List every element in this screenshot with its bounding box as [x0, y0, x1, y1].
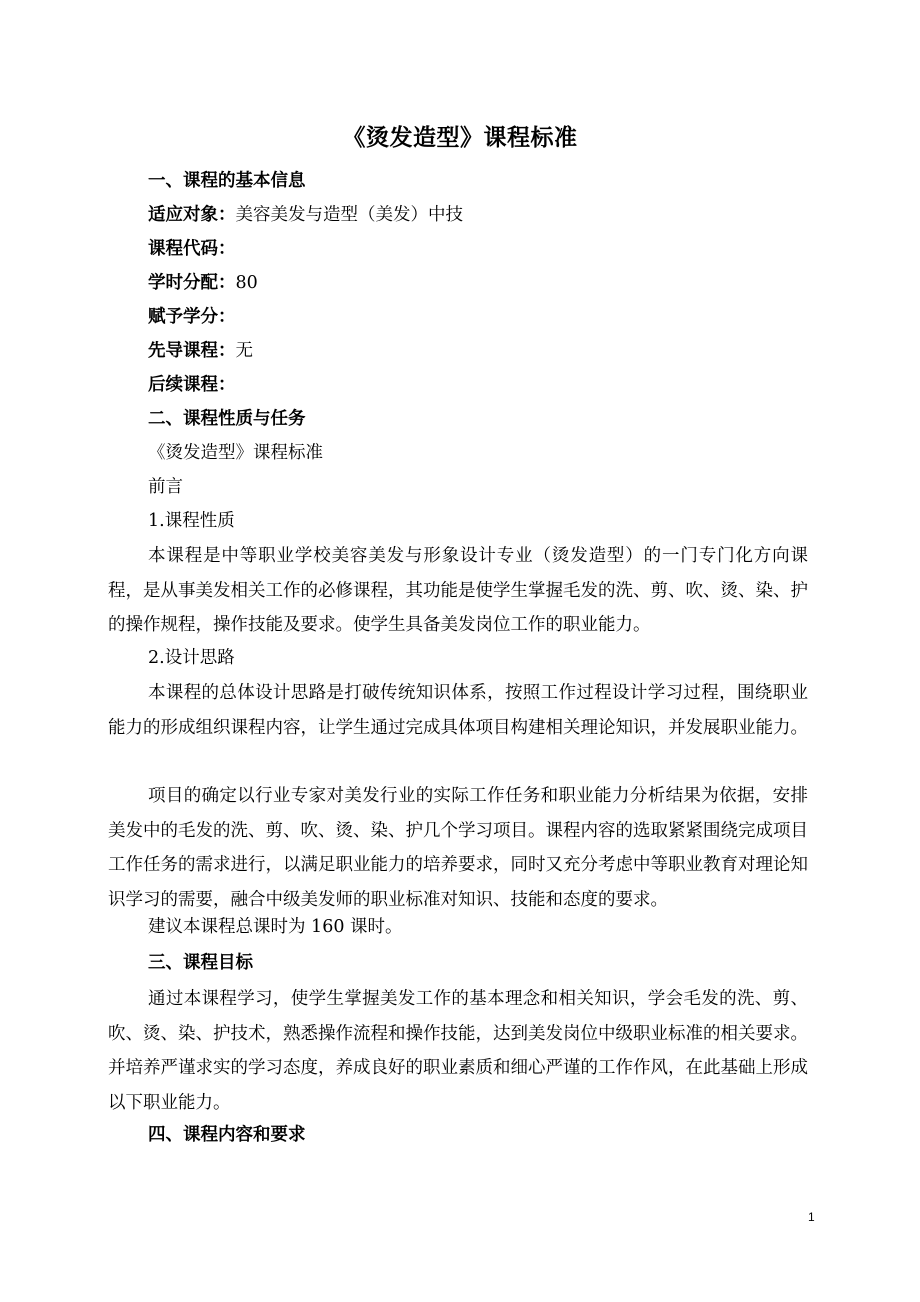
field-prerequisite: [148, 338, 253, 364]
field-label: 学时分配：: [148, 273, 236, 293]
objective-paragraph: 通过本课程学习，使学生掌握美发工作的基本理念和相关知识，学会毛发的洗、剪、吹、烫、染、护技术，熟悉操作流程和操作技能，达到美发岗位中级职业标准的相关要求。并培养严谨求实的学习态度，养成良好的职业素质和细心严谨的工作作风，在此基础上形成以下职业能力。: [108, 989, 808, 1113]
page-number: 1: [808, 1210, 815, 1224]
field-label: 先导课程：: [148, 341, 236, 361]
field-value: 80: [235, 273, 258, 293]
design-paragraph-1: 本课程的总体设计思路是打破传统知识体系，按照工作过程设计学习过程，围绕职业能力的形成组织课程内容，让学生通过完成具体项目构建相关理论知识，并发展职业能力。: [108, 683, 808, 738]
preface-label: 前言: [148, 477, 183, 497]
design-paragraph-2: 项目的确定以行业专家对美发行业的实际工作任务和职业能力分析结果为依据，安排美发中的毛发的洗、剪、吹、烫、染、护几个学习项目。课程内容的选取紧紧围绕完成项目工作任务的需求进行，以满足职业能力的培养要求，同时又充分考虑中等职业教育对理论知识学习的需要，融合中级美发师的职业标准对知识、技能和态度的要求。: [108, 786, 808, 910]
field-hours: [148, 270, 258, 296]
nature-heading: 1.课程性质: [148, 511, 235, 531]
section2-heading: 二、课程性质与任务: [148, 409, 306, 429]
field-label: 课程代码：: [148, 239, 236, 259]
field-value: 无: [235, 341, 253, 361]
field-value: 美容美发与造型（美发）中技: [235, 205, 463, 225]
section2-subtitle: 《烫发造型》课程标准: [148, 443, 323, 463]
hours-paragraph: 建议本课程总课时为 160 课时。: [148, 917, 403, 937]
nature-paragraph: 本课程是中等职业学校美容美发与形象设计专业（烫发造型）的一门专门化方向课程，是从事美发相关工作的必修课程，其功能是使学生掌握毛发的洗、剪、吹、烫、染、护的操作规程，操作技能及要求。使学生具备美发岗位工作的职业能力。: [108, 546, 808, 635]
section4-heading: 四、课程内容和要求: [148, 1125, 306, 1145]
field-target: [148, 202, 463, 228]
document-title: 《烫发造型》课程标准: [342, 125, 578, 151]
field-course-code: [148, 236, 236, 262]
field-credits: [148, 304, 236, 330]
field-label: 后续课程：: [148, 375, 236, 395]
field-followup: [148, 372, 236, 398]
field-label: 适应对象：: [148, 205, 236, 225]
design-heading: 2.设计思路: [148, 648, 235, 668]
section1-heading: 一、课程的基本信息: [148, 171, 306, 191]
section3-heading: 三、课程目标: [148, 953, 253, 973]
field-label: 赋予学分：: [148, 307, 236, 327]
